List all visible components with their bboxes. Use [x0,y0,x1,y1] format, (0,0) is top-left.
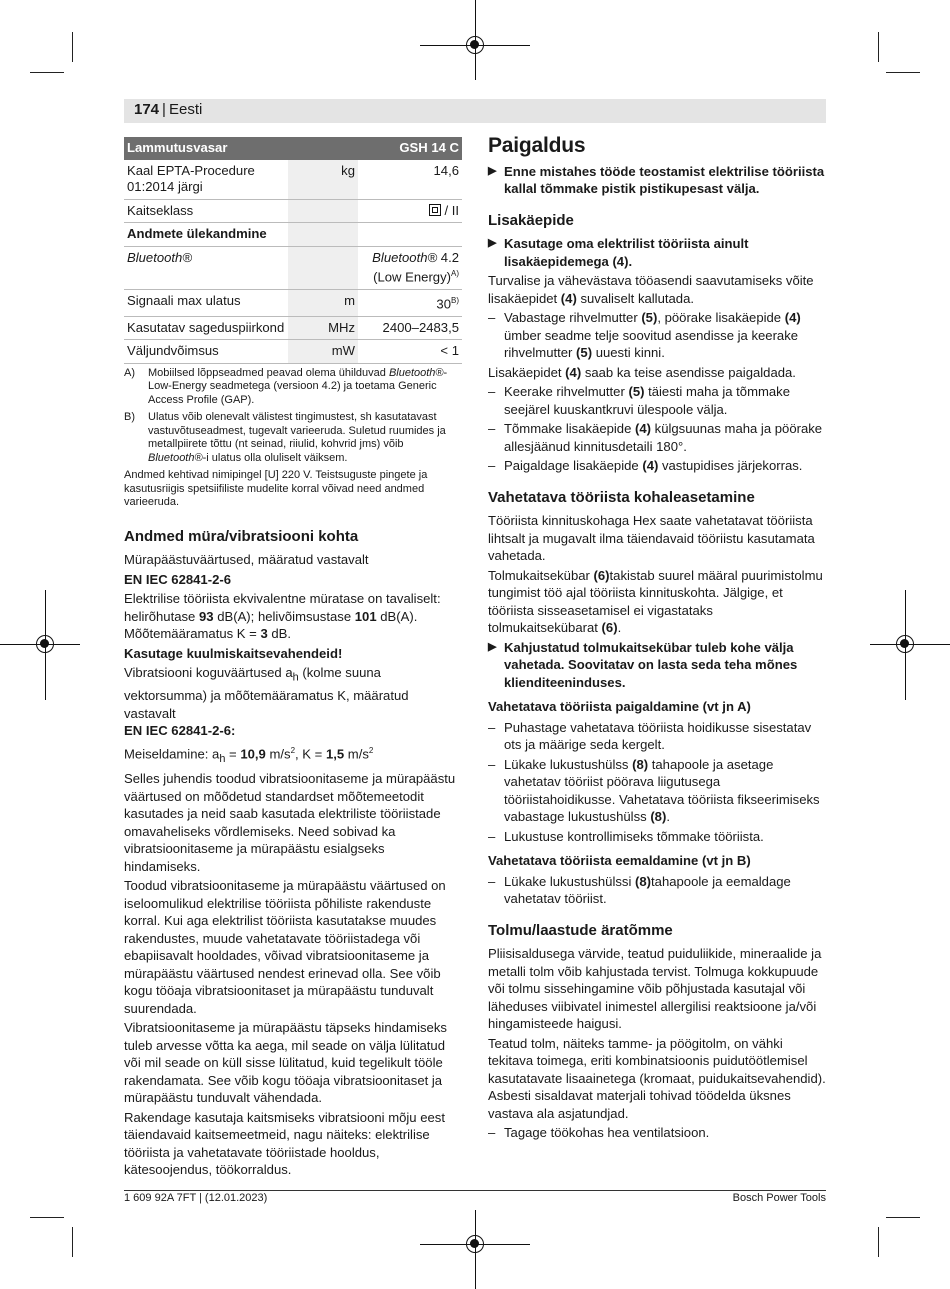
list-text [504,873,826,908]
paragraph: Toodud vibratsioonitaseme ja mürapäästu väärtused on iseloomulikud elektrilise tööriista põhiliste rakenduste korral. Kui aga elektrilist tööriista kasutatakse muudes rakendustes, muude vahetatavate tööriistadega või ebapiisavalt hooldades, võivad vibratsioonitaseme ja mürapäästu väärtused nendest erinevad olla. See võib kogu tööaja vibratsioonitaset ja mürapäästu tunduvalt suurendada. [124,878,446,1016]
text-part: külgsuunas maha ja pöörake allesjäänud kinnitusdetaili 180°. [504,421,823,454]
standard-ref: EN IEC 62841-2-6 [124,723,231,739]
text-part: -Low-Energy seadmetega (versioon 4.2) ja toetama Generic Access Profile (GAP). [148,366,448,406]
triangle-right-icon: ▶ [488,640,497,653]
value-bold: 101 [354,608,377,624]
subscript: h [219,752,226,765]
ref-bold: (4) [560,290,577,306]
text-part: Lükake lukustushülss [504,756,633,772]
spec-unit [288,246,358,289]
warning-item [488,639,826,692]
text-part: . [617,620,622,635]
footnote-b [124,411,462,465]
dash-bullet: – [488,719,496,735]
text-part: Lükake lukustushülssi [504,873,636,889]
crop-mark [30,72,64,73]
protection-class-icon [429,204,441,216]
ref-bold: (5) [628,384,645,399]
footnote-note: Andmed kehtivad nimipingel [U] 220 V. Teistsuguste pingete ja kasutusriigis spetsiifiliste mudelite korral võivad need andmed varieeruda. [124,469,428,509]
spec-unit: m [288,289,358,316]
list-text [504,756,826,826]
header-separator: | [162,101,166,118]
text-part: dB(A); helivõimsustase [213,608,355,624]
left-column [124,137,462,1181]
spec-label: Kasutatav sageduspiirkond [124,316,288,340]
text-part: täiesti maha ja tõmmake seejärel kuuskantkruvi ülespoole välja. [504,384,791,417]
ref-bold: (8) [632,756,649,772]
registration-mark-icon [896,635,914,653]
footnotes [124,367,462,510]
text-part: Mobiilsed lõppseadmed peavad olema ühilduvad [148,366,389,379]
ref-bold: (6) [601,620,618,635]
paragraph [488,364,826,382]
registration-mark-icon [466,1235,484,1253]
dash-bullet: – [488,828,496,844]
ref-bold: (4) [642,458,659,473]
warning-text: Enne mistahes tööde teostamist elektrilise tööriista kallal tõmmake pistik pistikupesast välja. [504,163,825,196]
standard-ref: EN IEC 62841-2-6 [124,571,231,587]
text-part: vastupidises järjekorras. [658,458,803,473]
spec-unit [288,199,358,223]
list-item [488,383,826,418]
paragraph [488,567,826,637]
warning-item [488,235,826,270]
text-part: Meiseldamine: a [124,746,220,762]
list-text [504,457,802,475]
spec-header-model: GSH 14 C [358,137,462,160]
warning-item [488,163,826,198]
warning-text: Kasutage oma elektrilist tööriista ainult lisakäepidemega (4). [504,236,749,269]
ref-bold: (8) [650,809,667,824]
text-part: Lisakäepidet [488,364,566,380]
crop-mark [878,32,879,62]
paragraph: Rakendage kasutaja kaitsmiseks vibratsiooni mõju eest täiendavaid kaitsemeetmeid, nagu näiteks: elektrilise tööriista ja vahetatavate tööriistade hooldus, kätesoojendus, töökorraldus. [124,1109,445,1178]
superscript: 2 [368,745,374,755]
list-text [504,383,826,418]
page-number: 174 [134,101,160,118]
footnote-text [148,367,462,408]
value-bold: 3 [260,626,268,642]
value-bold: 93 [198,608,214,624]
list-item [488,719,826,754]
text-part: m/s [265,746,291,762]
text-part: . [666,809,670,824]
crop-mark [886,72,920,73]
text-part: Elektrilise tööriista ekvivalentne müratase on tavaliselt: helirõhutase [124,591,441,624]
ref-bold: (8) [635,873,652,889]
list-item [488,873,826,908]
spec-unit: kg [288,160,358,200]
crop-mark [886,1217,920,1218]
list-item [488,1124,826,1142]
text-part: takistab suurel määral puurimistolmu tungimist töö ajal tööriista kinnituskohta. Jälgige, et tööriista sisseasetamisel ei vigastataks tolmukaitsekübarat [488,567,823,635]
spec-header-name: Lammutusvasar [124,137,358,160]
paragraph: Tööriista kinnituskohaga Hex saate vahetatavat tööriista lihtsalt ja mugavalt ilma täiendavaid tööriistu kasutamata vahetada. [488,513,815,563]
text-part: dB. [267,626,292,642]
ref-bold: (4) [635,421,652,436]
text-part: ümber seadme telje soovitud asendisse ja keerake rihvelmutter [504,327,799,360]
spec-label: Bluetooth® [124,246,288,289]
dash-bullet: – [488,756,496,772]
text-part: m/s [344,746,369,762]
text-part: Vibratsiooni koguväärtused a [124,665,293,681]
footnote-label: A) [124,366,135,379]
list-text: Puhastage vahetatava tööriista hoidikusse sisestatav ots ja määrige seda kergelt. [504,719,812,752]
ref-bold: (6) [593,567,610,583]
crop-mark [72,32,73,62]
registration-mark-icon [36,635,54,653]
warning-text: Kahjustatud tolmukaitsekübar tuleb kohe välja vahetada. Soovitatav on lasta seda teha mõnes klienditeeninduses. [504,639,798,690]
list-text [504,309,826,362]
subsection-title: Vahetatava tööriista paigaldamine (vt jn A) [488,699,751,714]
text-part: Turvalise ja vähevästava tööasendi saavutamiseks võite lisakäepidet [488,273,814,306]
value-bold: 1,5 [325,746,345,762]
footnote-a [124,367,462,408]
table-row [124,160,462,200]
list-item [488,828,826,846]
crop-mark [878,1227,879,1257]
spec-label: Kaal EPTA-Procedure 01:2014 järgi [124,160,288,200]
spec-section-label: Andmete ülekandmine [124,223,288,247]
text-part: Vabastage rihvelmutter [504,310,642,325]
section-title: Andmed müra/vibratsiooni kohta [124,527,359,545]
table-row [124,289,462,316]
spec-value [358,246,462,289]
text-part: : [231,723,236,739]
list-text: Lukustuse kontrollimiseks tõmmake tööriista. [504,828,764,844]
bluetooth-version: 4.2 (Low Energy) [373,249,459,285]
footnote-text [148,411,462,465]
paragraph: Mürapäästuväärtused, määratud vastavalt [124,552,369,568]
list-item [488,420,826,455]
table-row [124,199,462,223]
text-part: suvaliselt kallutada. [576,290,694,306]
crop-mark [30,1217,64,1218]
value-bold: 10,9 [240,746,266,762]
footer-rule [124,1190,826,1191]
text-italic: Bluetooth® [388,366,444,379]
text-part: Ulatus võib olenevalt välistest tingimustest, sh kasutatavast vastuvõtuseadmest, tugevalt varieeruda. Suletud ruumides ja metallpiirete tõttu (nt seinad, riiulid, kohvrid jms) võib [148,411,446,451]
ref-bold: (4) [565,364,582,380]
section-title: Tolmu/laastude äratõmme [488,921,673,939]
page-language: Eesti [169,101,203,118]
subscript: h [292,671,299,684]
dash-bullet: – [488,1125,496,1140]
paragraph [124,664,462,740]
text-part: , K = [295,746,326,762]
spec-value: 14,6 [358,160,462,200]
footnote-ref: A) [451,269,459,278]
list-item [488,457,826,475]
spec-value [358,289,462,316]
dash-bullet: – [488,458,496,473]
ref-bold: (5) [641,310,658,325]
text-part: Paigaldage lisakäepide [504,458,643,473]
text-part: = [225,746,241,762]
paragraph [124,590,462,643]
spec-unit: mW [288,340,358,364]
footer-brand: Bosch Power Tools [732,1192,826,1204]
text-part: -i ulatus olla oluliselt väiksem. [202,451,348,464]
protection-class-text: / II [444,202,459,218]
section-title-main: Paigaldus [488,134,586,157]
text-part: Tolmukaitsekübar [488,567,594,583]
table-row [124,223,462,247]
spec-header-row [124,137,462,160]
right-column [488,134,826,1144]
text-part: tahapoole ja asetage vahetatav tööriist pöörava liigutusega tööriistahoidikusse. Vahetatava tööriista fikseerimiseks vabastage lukustushülss [504,756,820,824]
spec-value [358,199,462,223]
spec-value: 2400–2483,5 [358,316,462,340]
dash-bullet: – [488,384,496,399]
spec-label: Signaali max ulatus [124,289,288,316]
list-item [488,756,826,826]
warning-text: Kasutage kuulmiskaitsevahendeid! [124,645,343,661]
range-value: 30 [436,296,451,312]
paragraph [488,272,826,307]
paragraph: Teatud tolm, näiteks tamme- ja pöögitolm, on vähki tekitava toimega, eriti kombinatsioonis puidutöötlemisel kasutatavate lisaainetega (kromaat, puidukaitsevahendid). Asbesti sisaldavat materjali tohivad töödelda üksnes vastava ala asjatundjad. [488,1035,826,1121]
ref-bold: (5) [576,345,593,360]
spec-table [124,137,462,364]
crop-mark [72,1227,73,1257]
registration-mark-icon [466,36,484,54]
bluetooth-italic: Bluetooth® [372,249,438,265]
footnote-ref: B) [451,295,459,305]
text-part: , pöörake lisakäepide [657,310,785,325]
paragraph: Selles juhendis toodud vibratsioonitaseme ja mürapäästu väärtused on mõõdetud standardset mõõtemeetodit kasutades ja neid saab kasutada elektriliste tööriistade omavaheliseks võrdlemiseks. Need sobivad ka vibratsioonitaseme ja mürapäästu esialgseks hindamiseks. [124,771,456,874]
table-row [124,340,462,364]
spec-label: Kaitseklass [124,199,288,223]
spec-label: Väljundvõimsus [124,340,288,364]
triangle-right-icon: ▶ [488,164,497,177]
text-part: dB(A). Mõõtemääramatus K = [124,608,418,642]
ref-bold: (4) [784,310,801,325]
list-item [488,309,826,362]
paragraph: Vibratsioonitaseme ja mürapäästu täpseks hindamiseks tuleb arvesse võtta ka aega, mil seade on välja lülitatud või mil seade on küll sisse lülitatud, kuid tegelikult tööle rakendamata. See võib kogu tööaja vibratsioonitaset ja mürapäästu tunduvalt vähendada. [124,1020,447,1106]
text-italic: Bluetooth® [148,451,203,464]
spec-unit [288,223,358,247]
footnote-label: B) [124,411,135,424]
spec-value [358,223,462,247]
superscript: 2 [290,745,296,755]
footer-doc-id: 1 609 92A 7FT | (12.01.2023) [124,1192,268,1204]
subsection-title: Vahetatava tööriista eemaldamine (vt jn B) [488,853,751,868]
spec-unit: MHz [288,316,358,340]
text-part: tahapoole ja eemaldage vahetatav tööriist. [504,873,791,906]
text-part: saab ka teise asendisse paigaldada. [581,364,796,380]
section-title: Lisakäepide [488,211,574,229]
triangle-right-icon: ▶ [488,237,497,249]
text-part: (kolme suuna vektorsumma) ja mõõtemääramatus K, määratud vastavalt [124,665,409,721]
text-part: Tõmmake lisakäepide [504,421,635,436]
spec-value: < 1 [358,340,462,364]
dash-bullet: – [488,873,496,889]
dash-bullet: – [488,421,496,436]
list-text [504,420,826,455]
list-text: Tagage töökohas hea ventilatsioon. [504,1125,710,1140]
paragraph: Pliisisaldusega värvide, teatud puiduliikide, mineraalide ja metalli tolm võib kahjustada tervist. Tolmuga kokkupuude või tolmu sissehingamine võib põhjustada kasutajal või läheduses viibivatel inimestel allergilisi reaktsioone ja/või hingamisteede haigusi. [488,946,822,1031]
text-part: Keerake rihvelmutter [504,384,629,399]
text-part: uuesti kinni. [592,345,665,360]
section-title: Vahetatava tööriista kohaleasetamine [488,488,755,506]
dash-bullet: – [488,310,496,325]
page-header-bar [124,99,826,123]
paragraph [124,742,462,768]
table-row [124,246,462,289]
table-row [124,316,462,340]
